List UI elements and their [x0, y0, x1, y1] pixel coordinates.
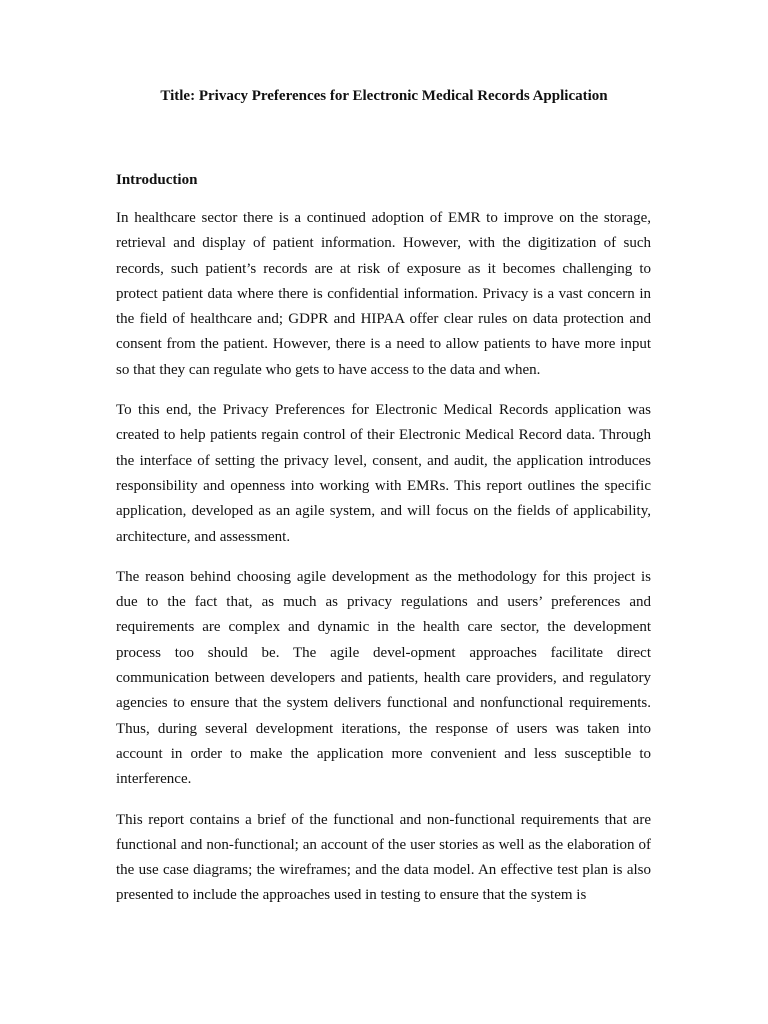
section-heading-introduction: Introduction: [116, 172, 198, 188]
paragraph: To this end, the Privacy Preferences for Electronic Medical Records application was created to help patients regain control of their Electronic Medical Record data. Through the interface of setting the privacy level, consent, and audit, the application introduces responsibility and openness into working with EMRs. This report outlines the specific application, developed as an agile system, and will focus on the fields of applicability, architecture, and assessment.: [116, 402, 651, 545]
document-body: [116, 168, 651, 924]
paragraph: In healthcare sector there is a continued adoption of EMR to improve on the storage, retrieval and display of patient information. However, with the digitization of such records, such patient’s records are at risk of exposure as it becomes challenging to protect patient data where there is confidential information. Privacy is a vast concern in the field of healthcare and; GDPR and HIPAA offer clear rules on data protection and consent from the patient. However, there is a need to allow patients to have more input so that they can regulate who gets to have access to the data and when.: [116, 210, 651, 378]
document-title: Title: Privacy Preferences for Electronic Medical Records Application: [160, 88, 608, 104]
paragraph: The reason behind choosing agile development as the methodology for this project is due to the fact that, as much as privacy regulations and users’ preferences and requirements are complex and dynamic in the health care sector, the development process too should be. The agile devel-opment approaches facilitate direct communication between developers and patients, health care providers, and regulatory agencies to ensure that the system delivers functional and nonfunctional requirements. Thus, during several development iterations, the response of users was taken into account in order to make the application more convenient and less susceptible to interference.: [116, 568, 651, 788]
paragraph: This report contains a brief of the functional and non-functional requirements that are functional and non-functional; an account of the user stories as well as the elaboration of the use case diagrams; the wireframes; and the data model. An effective test plan is also presented to include the approaches used in testing to ensure that the system is: [116, 811, 651, 904]
